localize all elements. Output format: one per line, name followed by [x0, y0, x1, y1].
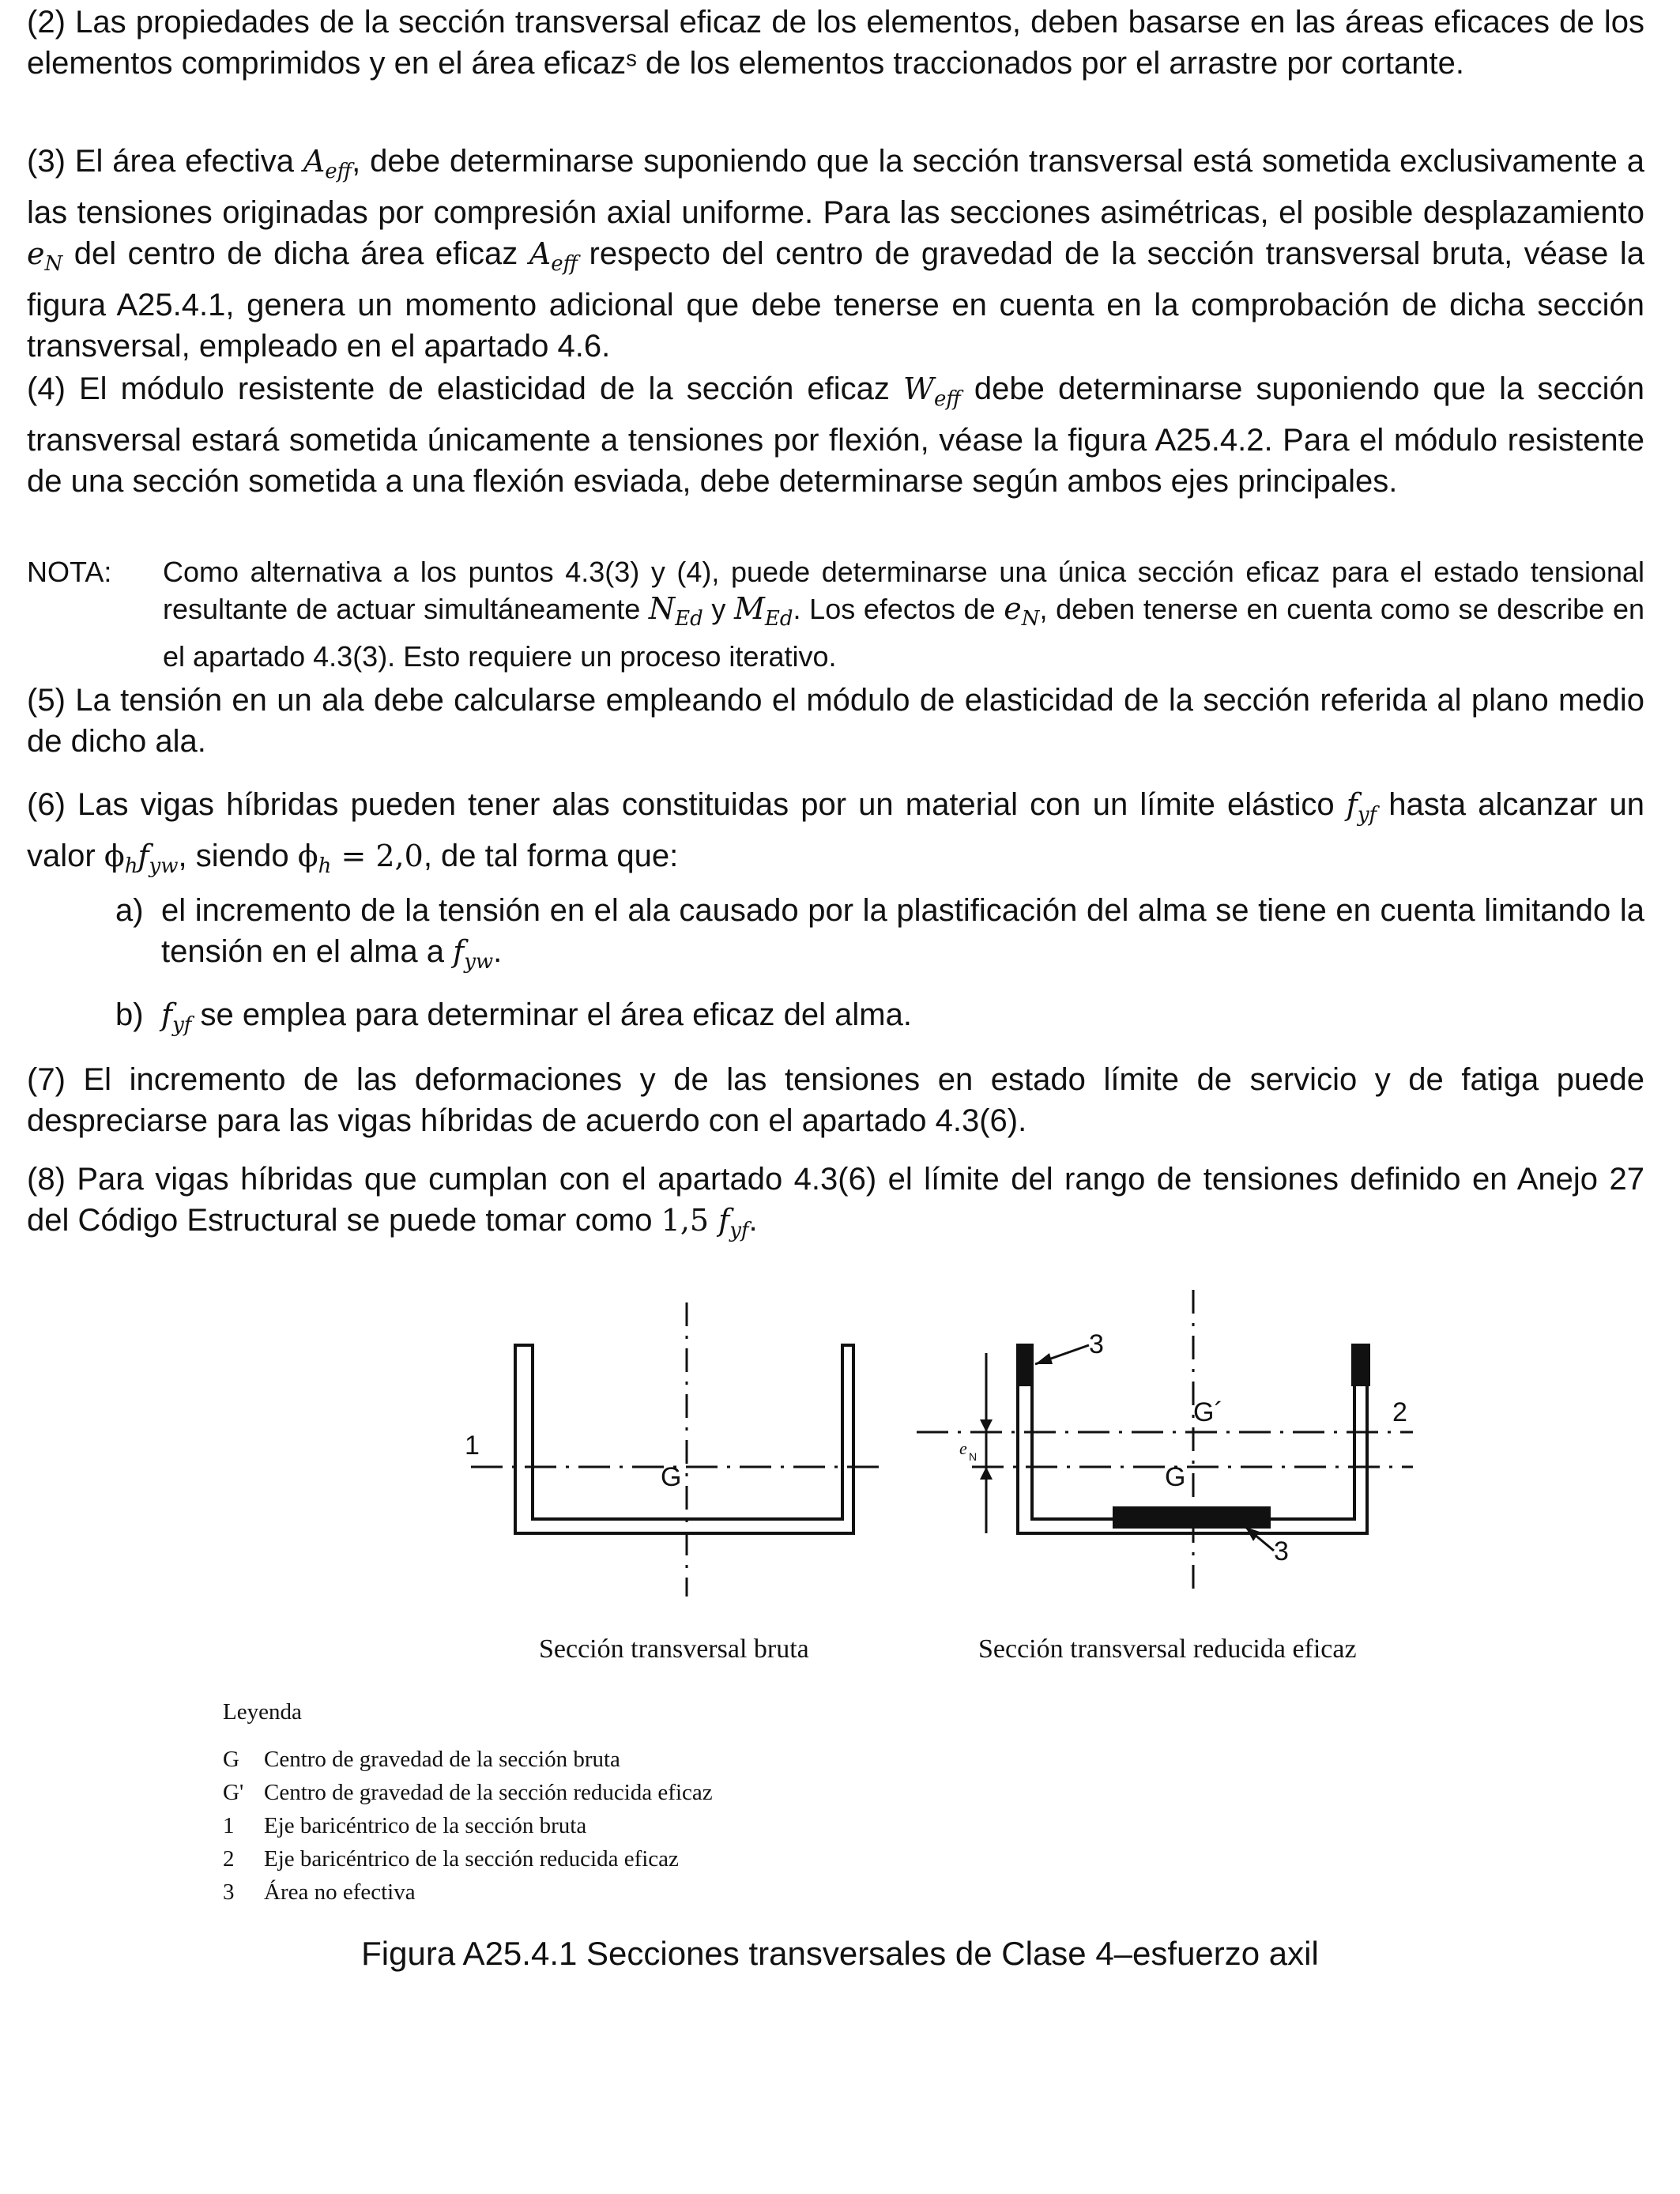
legend-key: G — [223, 1747, 239, 1772]
paragraph-text: hasta alcanzar un valor — [27, 787, 1645, 873]
math-sub: eff — [325, 160, 352, 183]
list-text-part: . — [493, 934, 503, 969]
legend-text: Centro de gravedad de la sección bruta — [264, 1747, 620, 1772]
legend-item — [223, 1780, 713, 1806]
label-en-sub: N — [969, 1450, 977, 1463]
math-sub: yf — [1357, 803, 1377, 827]
paragraph-number: (6) — [27, 787, 66, 822]
math-coef: 1,5 — [661, 1203, 719, 1238]
paragraph-number: (5) — [27, 683, 66, 718]
legend-key: 3 — [223, 1879, 235, 1905]
legend-text: Centro de gravedad de la sección reducida eficaz — [264, 1780, 713, 1805]
paragraph-text: Las vigas híbridas pueden tener alas constituidas por un material con un límite elástico — [77, 787, 1347, 822]
label-en: e — [959, 1438, 967, 1458]
math-sub: yw — [149, 854, 179, 878]
caption-gross-section: Sección transversal bruta — [539, 1634, 809, 1664]
list-text-part: se emplea para determinar el área eficaz del alma. — [191, 997, 912, 1032]
math-sub: eff — [934, 387, 961, 411]
math-f: f — [161, 997, 173, 1032]
math-w: W — [902, 371, 935, 406]
math-sub: yf — [729, 1219, 749, 1242]
paragraph-text: El módulo resistente de elasticidad de la sección eficaz — [78, 371, 903, 406]
math-sub: Ed — [675, 607, 703, 631]
list-letter: a) — [115, 893, 144, 928]
legend-key: 2 — [223, 1846, 235, 1872]
paragraph-number: (3) — [27, 144, 66, 179]
label-g-gross: G — [661, 1462, 682, 1492]
label-g-effective: G — [1165, 1462, 1186, 1492]
paragraph-text: , siendo — [178, 839, 298, 873]
math-f: f — [718, 1203, 730, 1238]
note-text: , deben tenerse en cuenta como se describe en el apartado 4.3(3). Esto requiere un proceso iterativo. — [163, 593, 1644, 673]
effective-section — [917, 1290, 1413, 1596]
note-text: Como alternativa a los puntos 4.3(3) y (4), puede determinarse una única sección eficaz para el estado tensional resultante de actuar simultáneamente — [163, 556, 1644, 625]
math-e: e — [27, 236, 45, 271]
math-phi: ϕ — [104, 839, 125, 873]
note-label: NOTA: — [27, 556, 112, 588]
label-axis-1: 1 — [465, 1431, 480, 1461]
en-arrow-top — [980, 1419, 993, 1432]
non-effective-area-web — [1114, 1508, 1269, 1527]
math-sub: N — [44, 252, 63, 276]
legend-text: Eje baricéntrico de la sección bruta — [264, 1813, 587, 1838]
paragraph-text: . — [748, 1203, 758, 1238]
legend-key: 1 — [223, 1813, 235, 1838]
label-axis-2: 2 — [1392, 1397, 1407, 1427]
legend-text: Área no efectiva — [264, 1879, 416, 1905]
gross-section — [471, 1302, 882, 1596]
math-f: f — [1346, 787, 1358, 822]
paragraph-text: La tensión en un ala debe calcularse empleando el módulo de elasticidad de la sección referida al plano medio de dicho ala. — [27, 683, 1644, 759]
math-e: e — [1004, 591, 1022, 626]
paragraph-number: (8) — [27, 1162, 66, 1197]
math-sub: Ed — [764, 607, 793, 631]
paragraph-text: Para vigas híbridas que cumplan con el apartado 4.3(6) el límite del rango de tensiones definido en Anejo 27 del Código Estructural se puede tomar como — [27, 1162, 1644, 1238]
legend-item — [223, 1747, 620, 1773]
caption-effective-section: Sección transversal reducida eficaz — [978, 1634, 1357, 1664]
en-arrow-bottom — [980, 1467, 993, 1480]
paragraph-number: (4) — [27, 371, 66, 406]
figure-labels — [465, 1329, 1407, 1566]
math-sub: yw — [464, 950, 494, 974]
paragraph-number: (2) — [27, 5, 66, 40]
non-effective-area-left — [1018, 1345, 1032, 1385]
legend-item — [223, 1813, 586, 1839]
list-letter: b) — [115, 997, 144, 1032]
math-sub: eff — [551, 252, 578, 276]
legend-text: Eje baricéntrico de la sección reducida eficaz — [264, 1846, 679, 1872]
paragraph-text: El área efectiva — [74, 144, 303, 179]
non-effective-area-right — [1353, 1345, 1369, 1385]
legend-item — [223, 1846, 679, 1872]
math-eq: = 2,0 — [331, 839, 424, 873]
math-sub: h — [124, 854, 138, 878]
figure-title: Figura A25.4.1 Secciones transversales de Clase 4–esfuerzo axil — [361, 1935, 1319, 1972]
math-a: A — [529, 236, 552, 271]
math-a: A — [303, 144, 326, 179]
paragraph-text: , de tal forma que: — [423, 839, 679, 873]
label-g-prime: G´ — [1193, 1397, 1223, 1427]
paragraph-number: (7) — [27, 1062, 66, 1097]
math-f: f — [453, 934, 465, 969]
paragraph-text: debe determinarse suponiendo que la sección transversal estará sometida únicamente a tensiones por flexión, véase la figura A25.4.2. Para el módulo resistente de una sección sometida a una flexión esviada, debe determinarse según ambos ejes principales. — [27, 371, 1645, 499]
note-text: y — [703, 593, 734, 625]
list-text-part: el incremento de la tensión en el ala causado por la plastificación del alma se tiene en cuenta limitando la tensión en el alma a — [161, 893, 1644, 969]
legend-item — [223, 1879, 416, 1906]
math-sub: N — [1021, 607, 1040, 631]
paragraph-text: del centro de dicha área eficaz — [62, 236, 529, 271]
gross-section-outline — [515, 1345, 853, 1533]
math-sub: h — [318, 854, 332, 878]
label-non-effective-top: 3 — [1089, 1329, 1104, 1359]
label-non-effective-bottom: 3 — [1274, 1536, 1289, 1566]
math-n: N — [648, 591, 676, 626]
math-f: f — [137, 839, 149, 873]
paragraph-text: El incremento de las deformaciones y de las tensiones en estado límite de servicio y de fatiga puede despreciarse para las vigas híbridas de acuerdo con el apartado 4.3(6). — [27, 1062, 1644, 1138]
legend-key: G' — [223, 1780, 244, 1805]
paragraph-text: , debe determinarse suponiendo que la sección transversal está sometida exclusivamente a las tensiones originadas por compresión axial uniforme. Para las secciones asimétricas, el posible desplazamiento — [27, 144, 1644, 230]
paragraph-text: respecto del centro de gravedad de la sección transversal bruta, véase la figura A25.4.1, genera un momento adicional que debe tenerse en cuenta en la comprobación de dicha sección transversal, empleado en el apartado 4.6. — [27, 236, 1644, 364]
leader-3-top-arrow — [1035, 1353, 1053, 1364]
math-m: M — [734, 591, 765, 626]
math-sub: yf — [172, 1013, 192, 1037]
paragraph-text: Las propiedades de la sección transversal eficaz de los elementos, deben basarse en las áreas eficaces de los elementos comprimidos y en el área eficazˢ de los elementos traccionados por el arrastre por cortante. — [27, 5, 1644, 81]
legend-title: Leyenda — [223, 1699, 302, 1725]
note-text: . Los efectos de — [793, 593, 1004, 625]
math-phi: ϕ — [297, 839, 318, 873]
